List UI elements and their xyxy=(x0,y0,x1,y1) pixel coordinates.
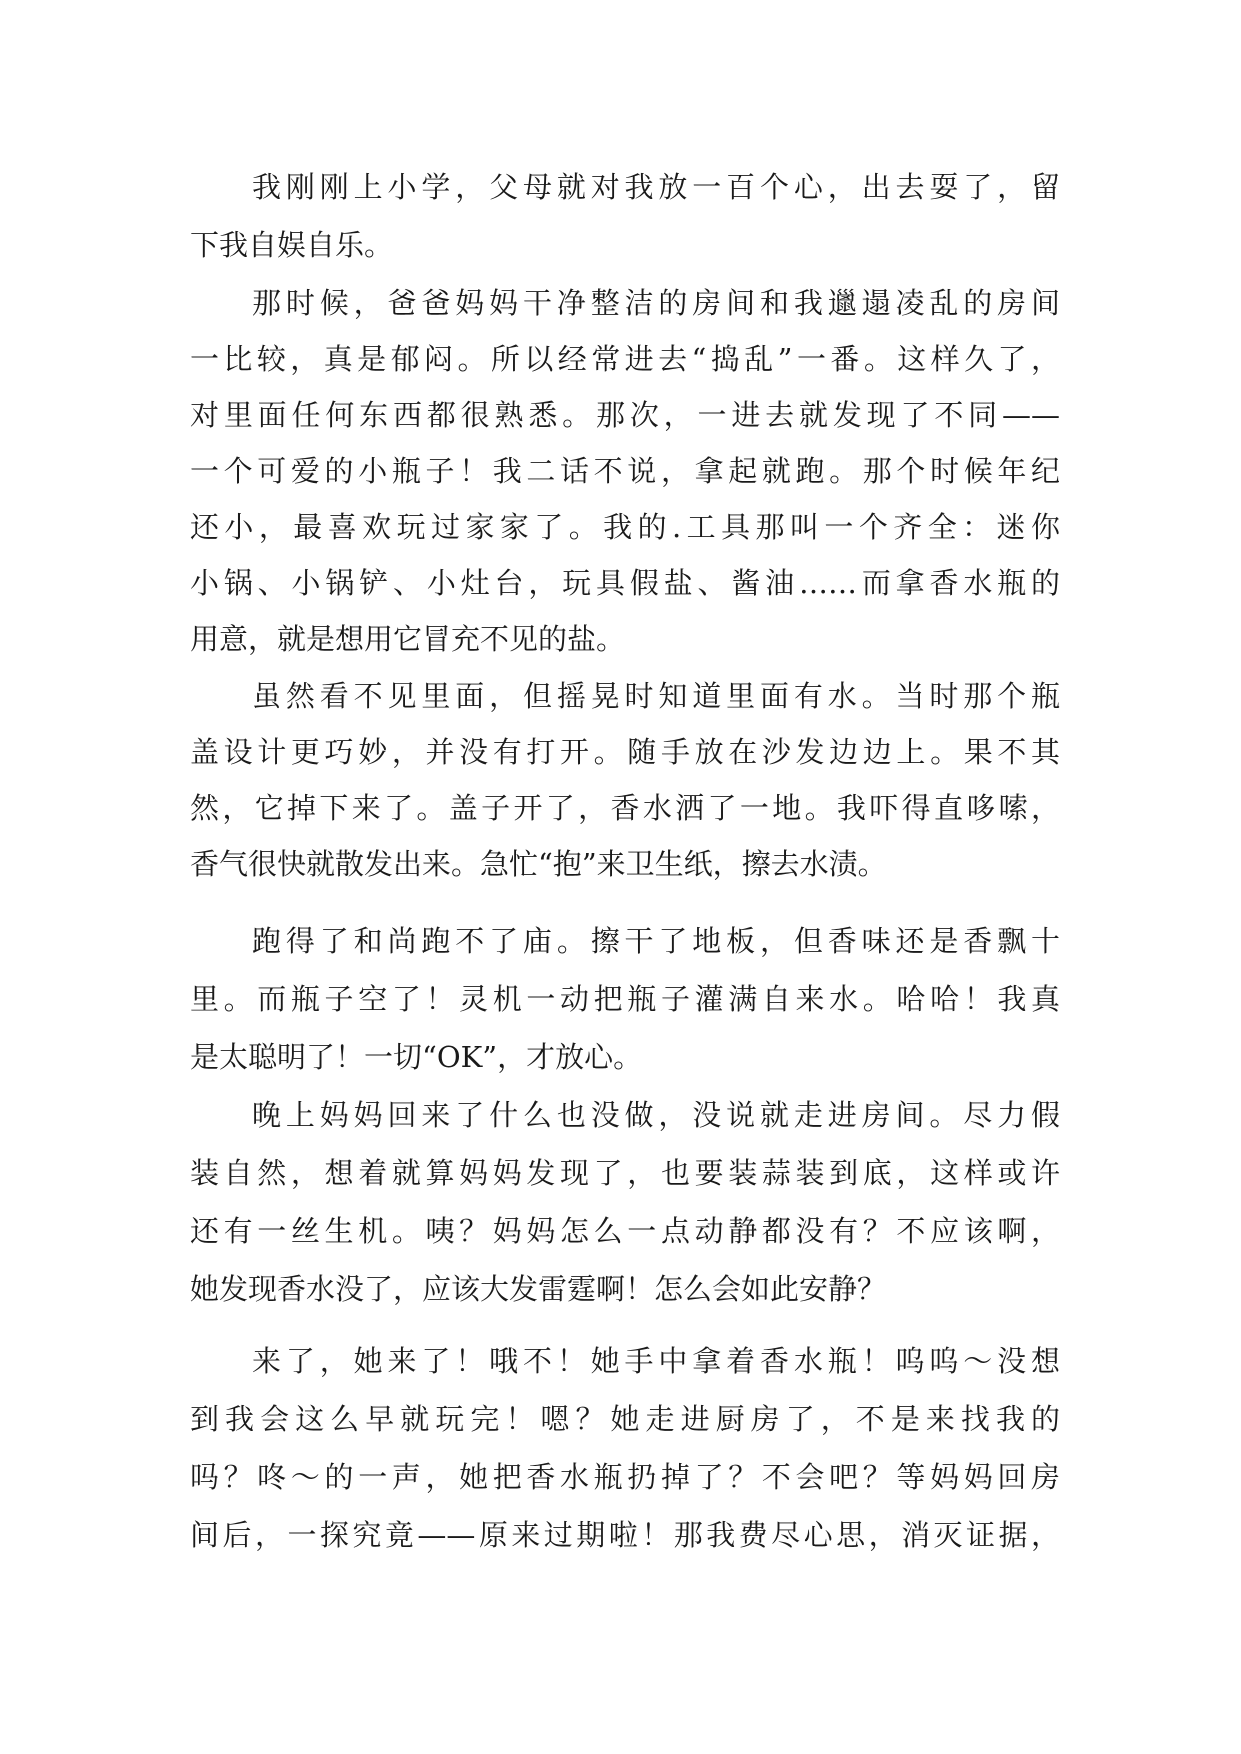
text-line: 吗？咚～的一声，她把香水瓶扔掉了？不会吧？等妈妈回房 xyxy=(190,1460,1060,1494)
text-line: 间后，一探究竟——原来过期啦！那我费尽心思，消灭证据， xyxy=(190,1518,1060,1552)
text-line: 我刚刚上小学，父母就对我放一百个心，出去耍了，留 xyxy=(252,170,1060,204)
text-line: 一比较，真是郁闷。所以经常进去“捣乱”一番。这样久了， xyxy=(190,342,1060,376)
text-line: 下我自娱自乐。 xyxy=(190,228,394,262)
text-line: 里。而瓶子空了！灵机一动把瓶子灌满自来水。哈哈！我真 xyxy=(190,982,1060,1016)
text-line: 是太聪明了！一切“OK”，才放心。 xyxy=(190,1040,643,1074)
text-line: 一个可爱的小瓶子！我二话不说，拿起就跑。那个时候年纪 xyxy=(190,454,1060,488)
text-line: 小锅、小锅铲、小灶台，玩具假盐、酱油……而拿香水瓶的 xyxy=(190,566,1060,600)
text-line: 虽然看不见里面，但摇晃时知道里面有水。当时那个瓶 xyxy=(252,679,1060,713)
text-line: 还小，最喜欢玩过家家了。我的.工具那叫一个齐全：迷你 xyxy=(190,510,1060,544)
text-line: 跑得了和尚跑不了庙。擦干了地板，但香味还是香飘十 xyxy=(252,924,1060,958)
text-line: 那时候，爸爸妈妈干净整洁的房间和我邋遢凌乱的房间 xyxy=(252,286,1060,320)
text-line: 到我会这么早就玩完！嗯？她走进厨房了，不是来找我的 xyxy=(190,1402,1060,1436)
text-line: 还有一丝生机。咦？妈妈怎么一点动静都没有？不应该啊， xyxy=(190,1214,1060,1248)
text-line: 盖设计更巧妙，并没有打开。随手放在沙发边边上。果不其 xyxy=(190,735,1060,769)
text-line: 装自然，想着就算妈妈发现了，也要装蒜装到底，这样或许 xyxy=(190,1156,1060,1190)
text-line: 她发现香水没了，应该大发雷霆啊！怎么会如此安静？ xyxy=(190,1272,887,1306)
text-line: 用意，就是想用它冒充不见的盐。 xyxy=(190,622,626,656)
text-line: 来了，她来了！哦不！她手中拿着香水瓶！呜呜～没想 xyxy=(252,1344,1060,1378)
text-line: 然，它掉下来了。盖子开了，香水洒了一地。我吓得直哆嗦， xyxy=(190,791,1060,825)
text-line: 对里面任何东西都很熟悉。那次，一进去就发现了不同—— xyxy=(190,398,1060,432)
text-line: 晚上妈妈回来了什么也没做，没说就走进房间。尽力假 xyxy=(252,1098,1060,1132)
text-line: 香气很快就散发出来。急忙“抱”来卫生纸，擦去水渍。 xyxy=(190,847,887,881)
